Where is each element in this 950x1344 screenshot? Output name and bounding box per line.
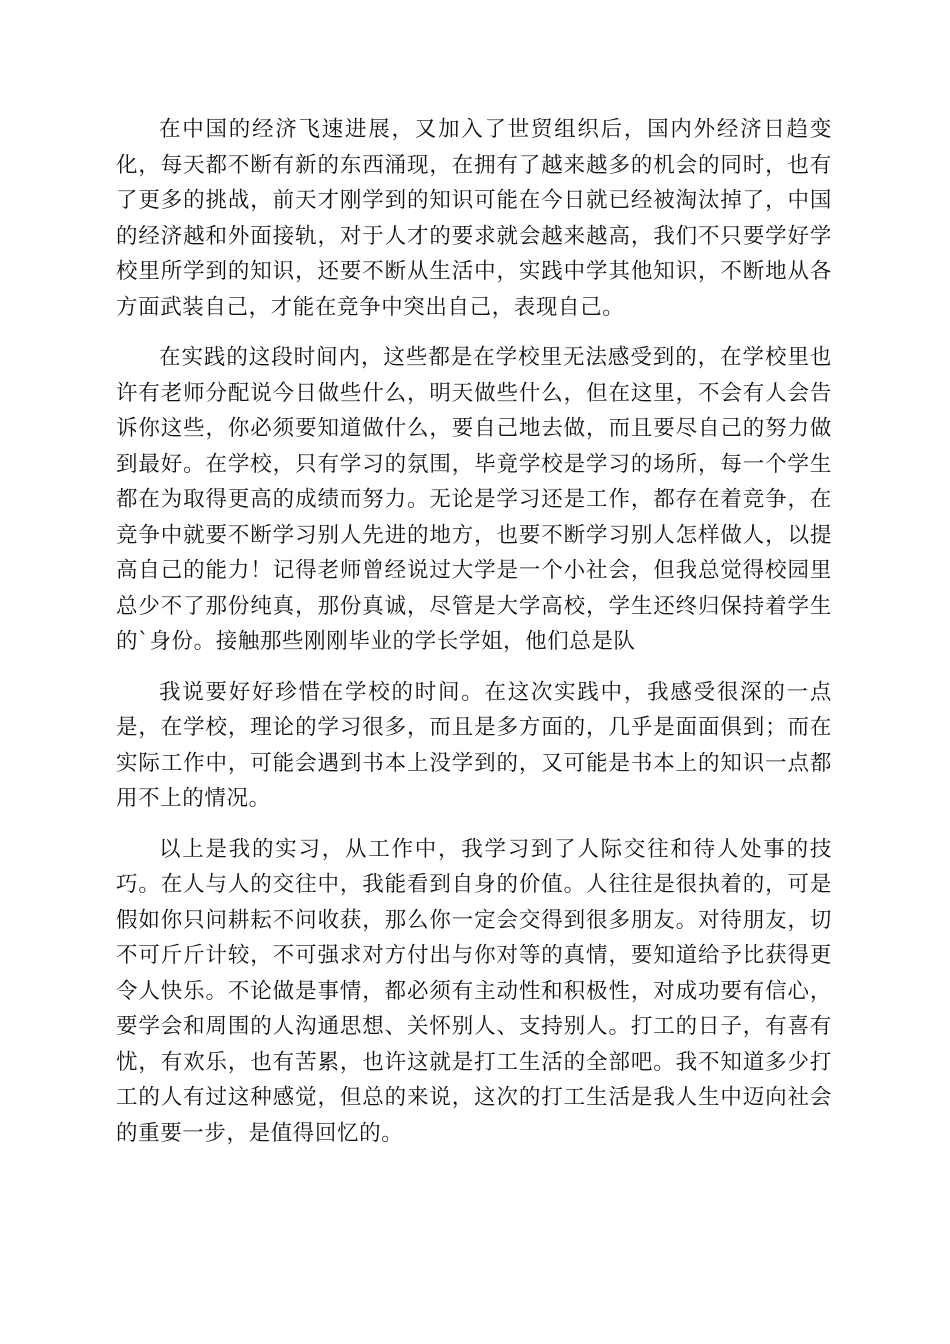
paragraph-4: 以上是我的实习，从工作中，我学习到了人际交往和待人处事的技巧。在人与人的交往中，我能看到自身的价值。人往往是很执着的，可是假如你只问耕耘不问收获，那么你一定会交得到很多朋友。对待朋友，切不可斤斤计较，不可强求对方付出与你对等的真情，要知道给予比获得更令人快乐。不论做是事情，都必须有主动性和积极性，对成功要有信心，要学会和周围的人沟通思想、关怀别人、支持别人。打工的日子，有喜有忧，有欢乐，也有苦累，也许这就是打工生活的全部吧。我不知道多少打工的人有过这种感觉，但总的来说，这次的打工生活是我人生中迈向社会的重要一步，是值得回忆的。 — [116, 836, 832, 1146]
paragraph-1: 在中国的经济飞速进展，又加入了世贸组织后，国内外经济日趋变化，每天都不断有新的东西涌现，在拥有了越来越多的机会的同时，也有了更多的挑战，前天才刚学到的知识可能在今日就已经被淘汰掉了，中国的经济越和外面接轨，对于人才的要求就会越来越高，我们不只要学好学校里所学到的知识，还要不断从生活中，实践中学其他知识，不断地从各方面武装自己，才能在竞争中突出自己，表现自己。 — [116, 117, 832, 320]
paragraph-2: 在实践的这段时间内，这些都是在学校里无法感受到的，在学校里也许有老师分配说今日做些什么，明天做些什么，但在这里，不会有人会告诉你这些，你必须要知道做什么，要自己地去做，而且要尽自己的努力做到最好。在学校，只有学习的氛围，毕竟学校是学习的场所，每一个学生都在为取得更高的成绩而努力。无论是学习还是工作，都存在着竞争，在竞争中就要不断学习别人先进的地方，也要不断学习别人怎样做人，以提高自己的能力！记得老师曾经说过大学是一个小社会，但我总觉得校园里总少不了那份纯真，那份真诚，尽管是大学高校，学生还终归保持着学生的`身份。接触那些刚刚毕业的学长学姐，他们总是队 — [116, 345, 832, 654]
paragraph-3: 我说要好好珍惜在学校的时间。在这次实践中，我感受很深的一点是，在学校，理论的学习很多，而且是多方面的，几乎是面面俱到；而在实际工作中，可能会遇到书本上没学到的，又可能是书本上的知识一点都用不上的情况。 — [116, 679, 832, 811]
document-body — [116, 112, 832, 1166]
